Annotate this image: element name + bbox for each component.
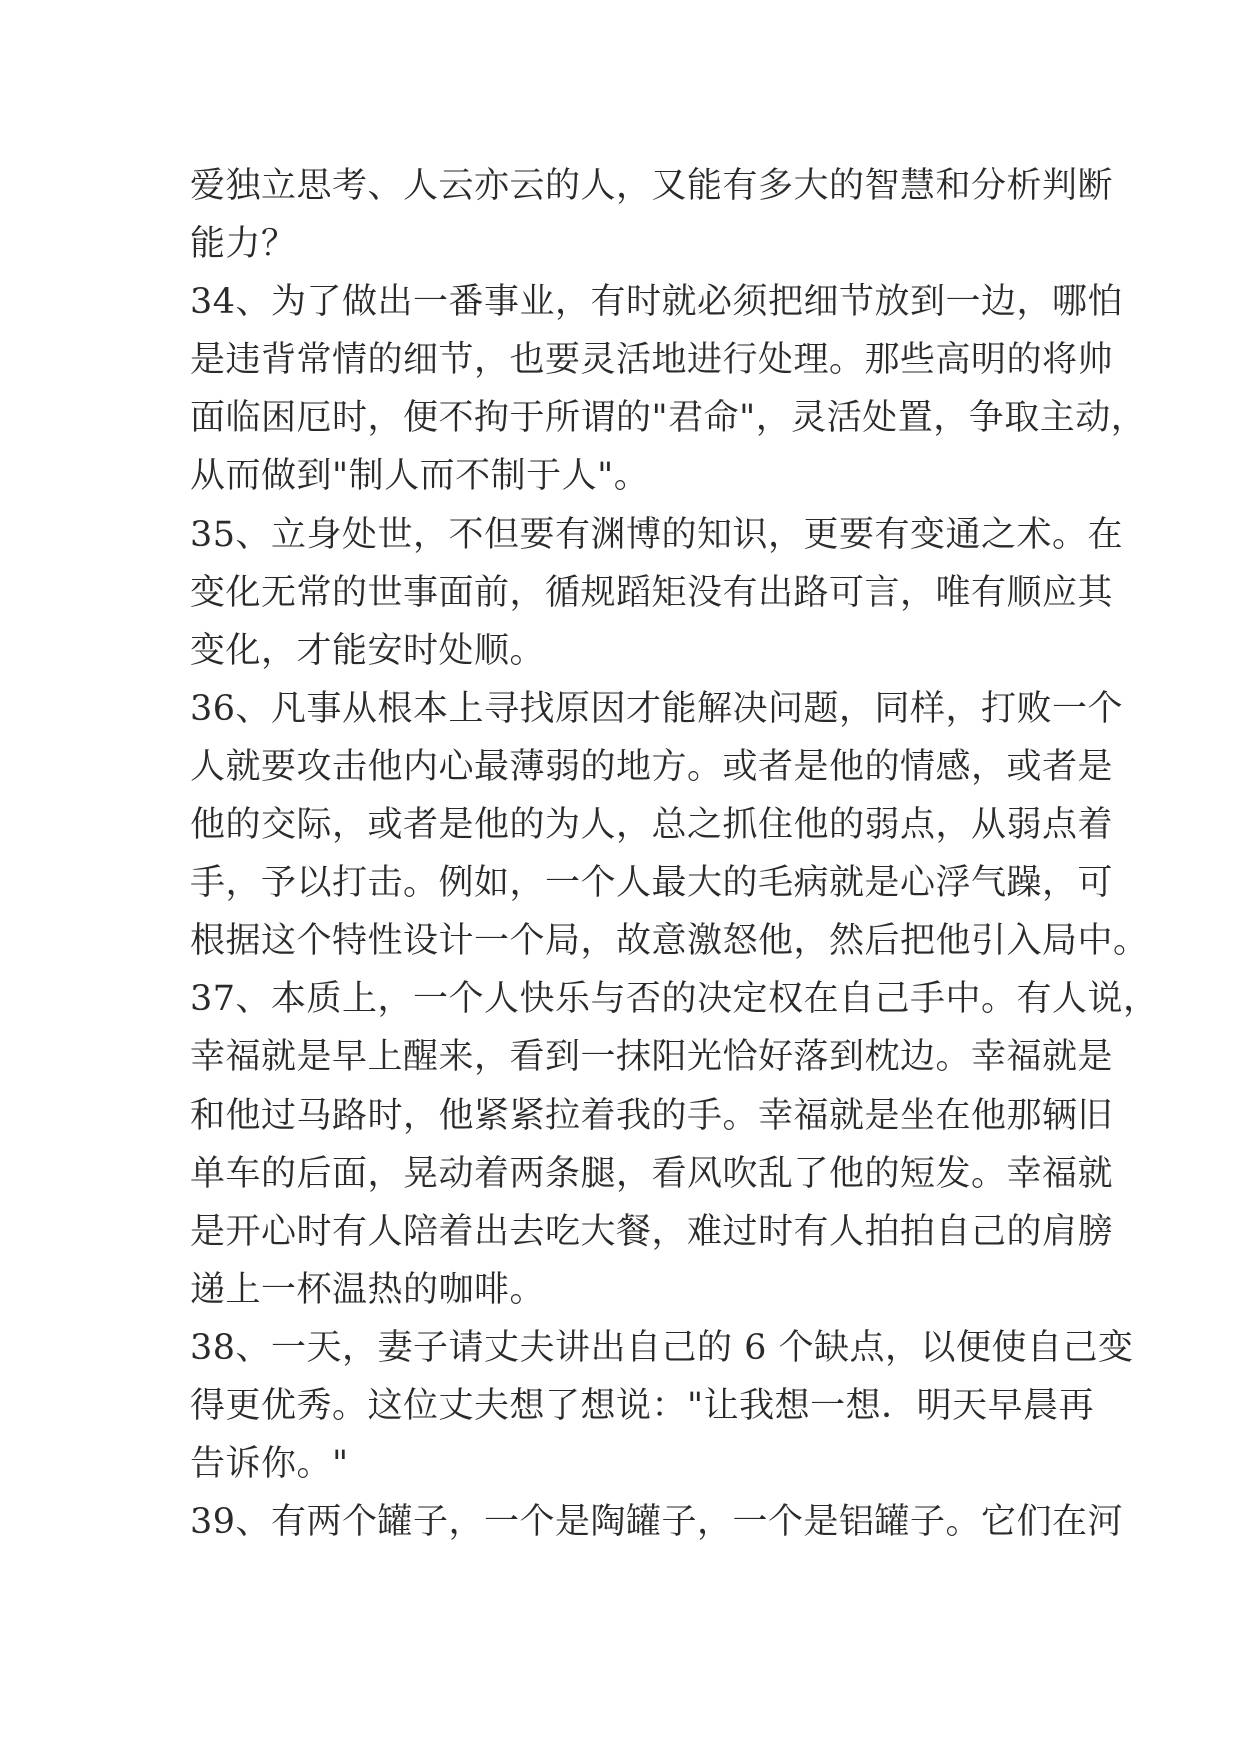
text-line: 变化，才能安时处顺。: [190, 630, 546, 671]
text-line: 递上一杯温热的咖啡。: [190, 1269, 546, 1310]
text-line: 和他过马路时，他紧紧拉着我的手。幸福就是坐在他那辆旧: [190, 1095, 1114, 1136]
text-line: 变化无常的世事面前，循规蹈矩没有出路可言，唯有顺应其: [190, 572, 1114, 613]
body-text: [190, 157, 1159, 1551]
text-line: 爱独立思考、人云亦云的人，又能有多大的智慧和分析判断: [190, 166, 1114, 206]
text-line: 幸福就是早上醒来，看到一抹阳光恰好落到枕边。幸福就是: [190, 1037, 1114, 1078]
text-line: 得更优秀。这位丈夫想了想说："让我想一想．明天早晨再: [190, 1385, 1095, 1426]
text-line: 36、凡事从根本上寻找原因才能解决问题，同样，打败一个: [190, 688, 1124, 729]
text-line: 单车的后面，晃动着两条腿，看风吹乱了他的短发。幸福就: [190, 1153, 1114, 1194]
text-line: 人就要攻击他内心最薄弱的地方。或者是他的情感，或者是: [190, 746, 1114, 787]
text-line: 根据这个特性设计一个局，故意激怒他，然后把他引入局中。: [190, 921, 1149, 962]
text-line: 35、立身处世，不但要有渊博的知识，更要有变通之术。在: [190, 514, 1124, 555]
text-line: 手，予以打击。例如，一个人最大的毛病就是心浮气躁，可: [190, 863, 1114, 904]
text-line: 他的交际，或者是他的为人，总之抓住他的弱点，从弱点着: [190, 805, 1114, 846]
text-line: 39、有两个罐子，一个是陶罐子，一个是铝罐子。它们在河: [190, 1502, 1124, 1543]
text-line: 37、本质上，一个人快乐与否的决定权在自己手中。有人说，: [190, 979, 1159, 1020]
text-line: 从而做到"制人而不制于人"。: [190, 456, 650, 497]
text-line: 面临困厄时，便不拘于所谓的"君命"，灵活处置，争取主动，: [190, 398, 1147, 439]
text-line: 能力？: [190, 224, 297, 265]
text-line: 告诉你。": [190, 1444, 349, 1485]
text-line: 是违背常情的细节，也要灵活地进行处理。那些高明的将帅: [190, 340, 1114, 381]
text-line: 38、一天，妻子请丈夫讲出自己的 6 个缺点，以便使自己变: [190, 1327, 1134, 1368]
text-line: 34、为了做出一番事业，有时就必须把细节放到一边，哪怕: [190, 282, 1124, 323]
text-line: 是开心时有人陪着出去吃大餐，难过时有人拍拍自己的肩膀: [190, 1211, 1114, 1252]
